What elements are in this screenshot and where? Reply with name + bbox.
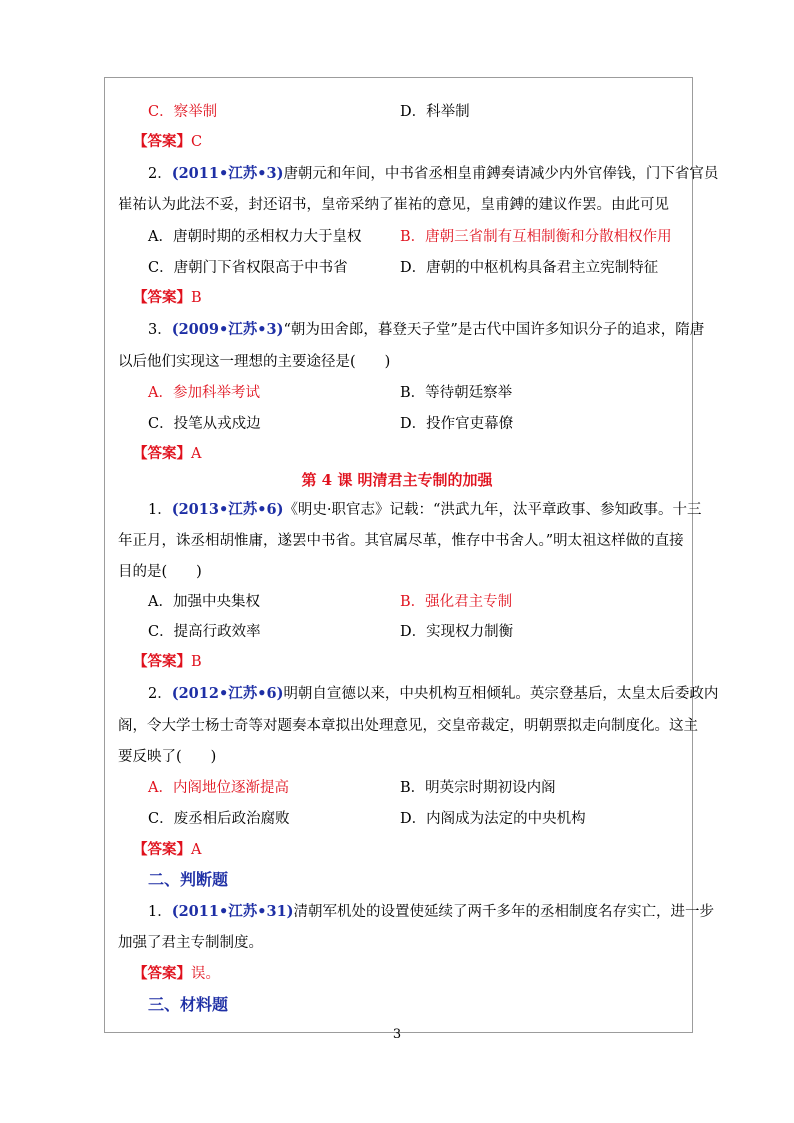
answer-label: 【答案】 [133, 841, 191, 858]
answer-label: 【答案】 [133, 289, 191, 306]
question-text: 明朝自宣德以来，中央机构互相倾轧。英宗登基后，太皇太后委政内 [283, 686, 719, 702]
answer-value: B [191, 290, 202, 306]
option-c: C．提高行政效率 [148, 624, 261, 640]
question-source: (2009•江苏•3) [171, 321, 284, 338]
lesson4-question-1-line2: 年正月，诛丞相胡惟庸，遂罢中书省。其官属尽革，惟存中书舍人。”明太祖这样做的直接 [118, 533, 684, 549]
question-2-line2: 崔祐认为此法不妥，封还诏书，皇帝采纳了崔祐的意见，皇甫鎛的建议作罢。由此可见 [118, 197, 669, 213]
option-d: D．投作官吏幕僚 [400, 416, 514, 432]
answer-value: 误。 [191, 966, 220, 982]
lesson4-question-1-line3: 目的是( ) [118, 564, 202, 580]
question-text: 唐朝元和年间，中书省丞相皇甫鎛奏请减少内外官俸钱，门下省官员 [283, 166, 719, 182]
option-a: A．加强中央集权 [148, 594, 260, 610]
question-text: 清朝军机处的设置使延续了两千多年的丞相制度名存实亡，进一步 [293, 904, 715, 920]
question-number: 1． [148, 502, 172, 518]
question-text: 《明史·职官志》记载：“洪武九年，汰平章政事、参知政事。十三 [283, 502, 702, 518]
question-source: (2011•江苏•3) [171, 165, 284, 182]
option-d: D．内阁成为法定的中央机构 [400, 811, 586, 827]
answer-value: C [191, 134, 203, 150]
judgement-question-1-line2: 加强了君主专制制度。 [118, 935, 263, 951]
answer-line [133, 840, 201, 860]
answer-value: A [191, 446, 202, 462]
option-d: D．科举制 [400, 104, 470, 120]
option-c: C．废丞相后政治腐败 [148, 811, 290, 827]
answer-line [133, 288, 202, 308]
option-b: B．明英宗时期初设内阁 [400, 780, 556, 796]
question-text: “朝为田舍郎，暮登天子堂”是古代中国许多知识分子的追求，隋唐 [283, 322, 705, 338]
question-number: 2． [148, 166, 172, 182]
question-3-line1 [148, 320, 704, 340]
lesson-title: 第 4 课 明清君主专制的加强 [301, 471, 493, 489]
option-a: A．唐朝时期的丞相权力大于皇权 [148, 229, 362, 245]
question-source: (2011•江苏•31) [171, 903, 294, 920]
option-c: C．察举制 [148, 104, 218, 120]
question-number: 2． [148, 686, 172, 702]
answer-label: 【答案】 [133, 653, 191, 670]
question-2-line1 [148, 164, 718, 184]
option-a: A．参加科举考试 [148, 385, 260, 401]
question-source: (2013•江苏•6) [171, 501, 284, 518]
answer-label: 【答案】 [133, 133, 191, 150]
option-d: D．实现权力制衡 [400, 624, 514, 640]
question-number: 1． [148, 904, 172, 920]
section-heading-material: 三、材料题 [148, 995, 229, 1014]
section-heading-judgement: 二、判断题 [148, 870, 229, 889]
option-b: B．唐朝三省制有互相制衡和分散相权作用 [400, 229, 672, 245]
answer-line [133, 444, 201, 464]
option-d: D．唐朝的中枢机构具备君主立宪制特征 [400, 260, 659, 276]
question-3-line2: 以后他们实现这一理想的主要途径是( ) [118, 354, 391, 370]
lesson4-question-2-line1 [148, 684, 718, 704]
option-c: C．唐朝门下省权限高于中书省 [148, 260, 348, 276]
answer-line [133, 132, 202, 152]
answer-label: 【答案】 [133, 965, 191, 982]
option-c: C．投笔从戎戍边 [148, 416, 261, 432]
answer-value: B [191, 654, 202, 670]
page-number: 3 [392, 1027, 402, 1042]
lesson4-question-1-line1 [148, 500, 701, 520]
answer-line [133, 964, 220, 984]
lesson4-question-2-line2: 阁，令大学士杨士奇等对题奏本章拟出处理意见，交皇帝裁定，明朝票拟走向制度化。这主 [118, 718, 698, 734]
lesson4-question-2-line3: 要反映了( ) [118, 749, 217, 765]
option-b: B．强化君主专制 [400, 594, 513, 610]
answer-label: 【答案】 [133, 445, 191, 462]
question-number: 3． [148, 322, 172, 338]
option-a: A．内阁地位逐渐提高 [148, 780, 289, 796]
option-b: B．等待朝廷察举 [400, 385, 513, 401]
question-source: (2012•江苏•6) [171, 685, 284, 702]
judgement-question-1-line1 [148, 902, 714, 922]
answer-value: A [191, 842, 202, 858]
answer-line [133, 652, 202, 672]
